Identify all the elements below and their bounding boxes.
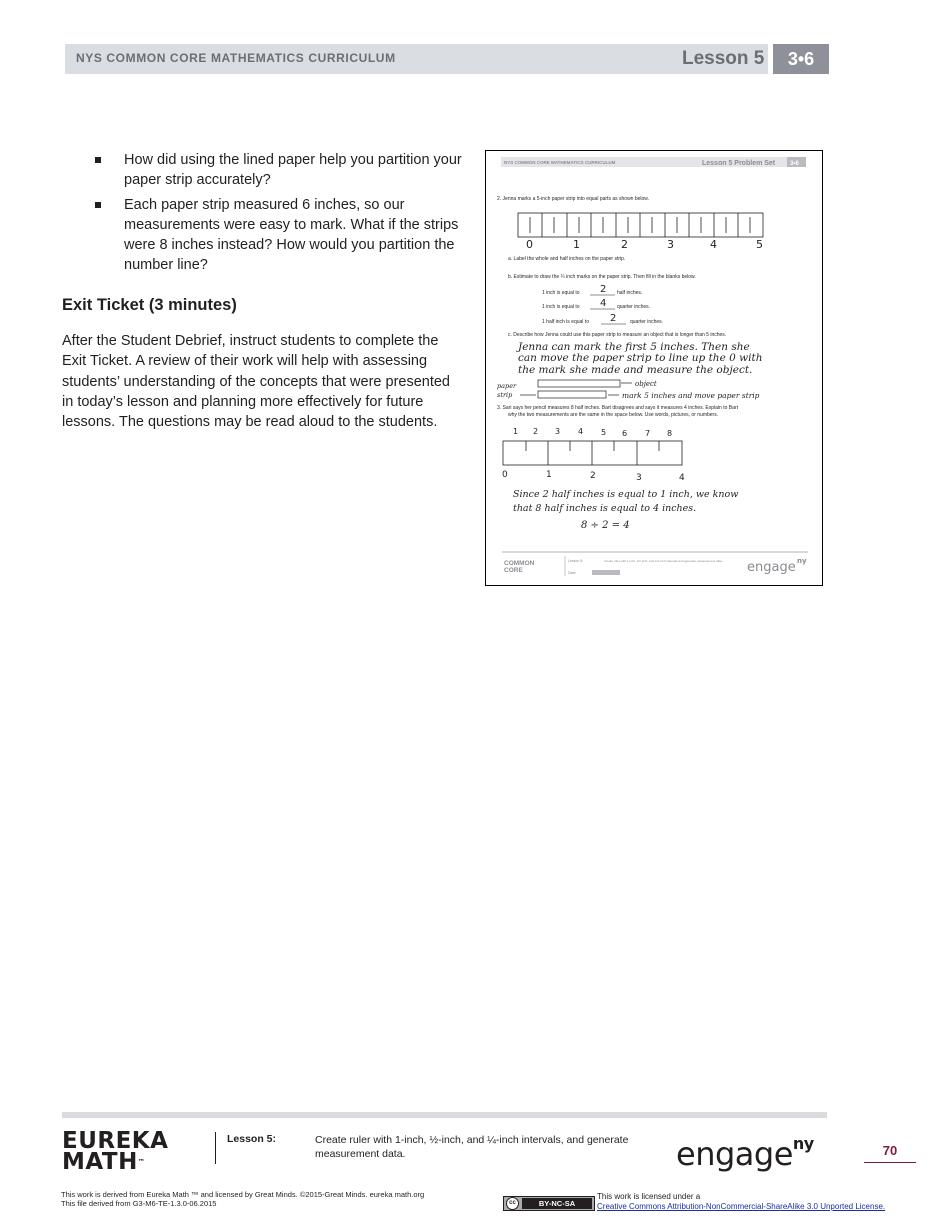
eureka-math-logo: EUREKA MATH™: [62, 1128, 169, 1175]
svg-text:ny: ny: [797, 557, 807, 565]
bullet-item: [92, 195, 467, 275]
svg-text:3: 3: [555, 427, 561, 436]
handwritten-equation: 8 ÷ 2 = 4: [581, 520, 630, 531]
sample-header-left: NYS COMMON CORE MATHEMATICS CURRICULUM: [504, 160, 616, 165]
square-bullet-icon: [95, 202, 101, 208]
exit-ticket-paragraph: After the Student Debrief, instruct students to complete the Exit Ticket. A review of their work will help with assessing students’ understanding of the concepts that were presented in today’s lesson and planning more effectively for future lessons. The questions may be read aloud to the students.: [62, 333, 450, 431]
footer-lesson-description: Create ruler with 1-inch, ½-inch, and ¼-inch intervals, and generate measurement data.: [315, 1134, 629, 1160]
svg-text:quarter inches.: quarter inches.: [617, 304, 651, 310]
svg-text:2: 2: [610, 313, 617, 324]
attribution-text: This work is derived from Eureka Math ™ and licensed by Great Minds. ©2015-Great Minds. eureka math.org This file derived from G3-M6-TE-1.3.0-06.2015: [61, 1190, 425, 1208]
exit-ticket-heading: Exit Ticket (3 minutes): [62, 296, 237, 314]
strip-label: 5: [756, 238, 763, 251]
strip-label: 3: [667, 238, 674, 251]
sample-blanks: [542, 284, 663, 325]
sample-header-right: Lesson 5 Problem Set: [702, 160, 776, 167]
svg-text:Date:: Date:: [568, 571, 577, 575]
date-field: [592, 570, 620, 575]
strip-tick-marks: [530, 213, 750, 237]
footer-lesson-label: Lesson 5:: [227, 1133, 277, 1145]
bullet-item: [92, 150, 467, 190]
sample-header-badge: 3•6: [790, 161, 799, 167]
cc-icon: cc: [506, 1197, 519, 1210]
sample-footer-desc: Create ruler with 1-inch, 1/2-inch, and 1/4-inch intervals and generate measurement data.: [604, 559, 723, 563]
license-link[interactable]: Creative Commons Attribution-NonCommercial-ShareAlike 3.0 Unported License.: [597, 1202, 886, 1211]
strip-label: 0: [526, 238, 533, 251]
svg-text:Jenna can mark the first 5 inc: Jenna can mark the first 5 inches. Then she: [518, 341, 750, 353]
top-number-labels: [513, 427, 672, 438]
svg-text:4: 4: [578, 427, 584, 436]
svg-text:7: 7: [645, 429, 651, 438]
footer-divider: [215, 1132, 216, 1164]
sample-q2: 2. Jenna marks a 5-inch paper strip into equal parts as shown below.: [497, 196, 650, 202]
license-notice: This work is licensed under a Creative Commons Attribution-NonCommercial-ShareAlike 3.0 Unported License.: [597, 1192, 886, 1211]
sample-engage-logo: engage: [747, 560, 796, 575]
strip-number-labels: [526, 238, 763, 251]
pencil-strip-ticks: [526, 441, 659, 465]
svg-text:4: 4: [679, 473, 685, 483]
pencil-strip: [503, 441, 682, 465]
svg-text:Since 2 half inches is equal t: Since 2 half inches is equal to 1 inch, we know: [513, 489, 739, 500]
strip-label: 2: [621, 238, 628, 251]
strip-label: 4: [710, 238, 717, 251]
handwritten-answer-c: [516, 341, 762, 376]
student-work-sample: [485, 150, 823, 586]
svg-text:1: 1: [513, 427, 519, 436]
svg-text:can move the paper strip to li: can move the paper strip to line up the 0 with: [518, 352, 763, 364]
strip-bar: [538, 391, 606, 398]
engage-ny-logo: engage$^{ny}$: [676, 1134, 814, 1173]
svg-text:2: 2: [600, 284, 607, 295]
svg-text:quarter inches.: quarter inches.: [630, 319, 664, 325]
svg-text:Lesson 5:: Lesson 5:: [568, 559, 584, 563]
square-bullet-icon: [95, 157, 101, 163]
measuring-diagram: [497, 380, 760, 400]
svg-text:6: 6: [622, 429, 628, 438]
svg-text:5: 5: [601, 428, 607, 437]
page-number-rule: [864, 1162, 916, 1163]
curriculum-title: NYS COMMON CORE MATHEMATICS CURRICULUM: [76, 51, 396, 65]
svg-text:mark 5 inches and move paper s: mark 5 inches and move paper strip: [622, 391, 760, 400]
sample-q3: 3. Sari says her pencil measures 8 half inches. Bart disagrees and says it measures 4 inches. Explain to Bart: [497, 405, 738, 411]
sample-q2c: c. Describe how Jenna could use this paper strip to measure an object that is longer than 5 inches.: [508, 332, 727, 338]
page-number: 70: [882, 1143, 898, 1158]
svg-text:8: 8: [667, 429, 673, 438]
sample-q2a: a. Label the whole and half inches on the paper strip.: [508, 256, 626, 262]
svg-text:paper: paper: [497, 382, 517, 390]
svg-text:4: 4: [600, 298, 607, 309]
svg-text:CORE: CORE: [504, 567, 523, 574]
svg-text:that 8 half inches is equal to: that 8 half inches is equal to 4 inches.: [513, 503, 697, 514]
creative-commons-badge: cc BY-NC-SA: [503, 1196, 595, 1211]
svg-text:1 inch is equal to: 1 inch is equal to: [542, 290, 580, 296]
svg-text:strip: strip: [497, 391, 513, 399]
handwritten-answer-3: [513, 489, 738, 514]
svg-text:half inches.: half inches.: [617, 290, 643, 296]
svg-text:why the two measurements are t: why the two measurements are the same in the space below. Use words, pictures, or numbers.: [508, 412, 719, 418]
svg-text:1 half inch is equal to: 1 half inch is equal to: [542, 319, 589, 325]
svg-text:1 inch is equal to: 1 inch is equal to: [542, 304, 580, 310]
svg-text:1: 1: [546, 470, 552, 480]
common-core-logo: COMMON: [504, 560, 535, 567]
lesson-title: Lesson 5: [682, 48, 765, 69]
footer-rule: [62, 1112, 827, 1118]
sample-q2b: b. Estimate to draw the ¼ inch marks on the paper strip. Then fill in the blanks below.: [508, 274, 696, 280]
debrief-questions: [92, 150, 467, 280]
strip-label: 1: [573, 238, 580, 251]
grade-badge: 3•6: [773, 44, 829, 74]
bottom-number-labels: [502, 470, 685, 483]
bullet-text: How did using the lined paper help you partition your paper strip accurately?: [124, 152, 462, 188]
svg-text:object: object: [635, 380, 657, 388]
svg-text:2: 2: [533, 427, 539, 436]
svg-text:the mark she made and measure: the mark she made and measure the object.: [518, 364, 753, 376]
svg-text:0: 0: [502, 470, 508, 480]
svg-text:2: 2: [590, 471, 596, 481]
bullet-text: Each paper strip measured 6 inches, so our measurements were easy to mark. What if the strips were 8 inches instead? How would you partition the number line?: [124, 197, 459, 273]
object-bar: [538, 380, 620, 387]
svg-text:3: 3: [636, 473, 642, 483]
